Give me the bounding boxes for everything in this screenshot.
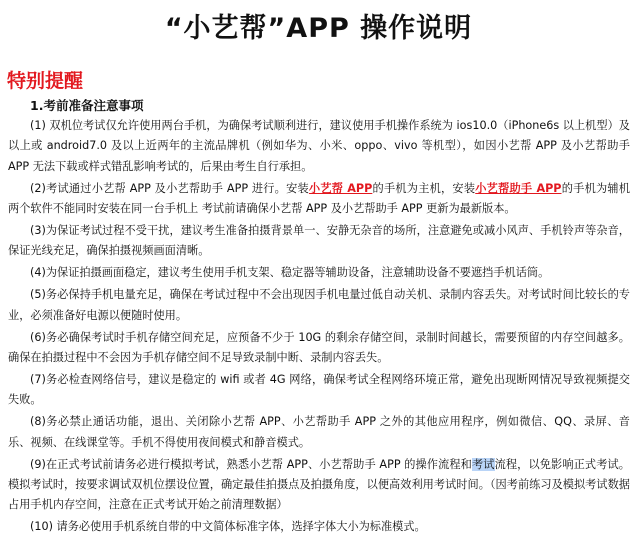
notice-item-6: (6)务必确保考试时手机存储空间充足，应预备不少于 10G 的剩余存储空间，录制时间越长，需要预留的内存空间越多。确保在拍摄过程中不会因为手机存储空间不足导致录制中断、录制内容丢失。 bbox=[8, 330, 630, 364]
notice-item-10: (10) 请务必使用手机系统自带的中文简体标准字体，选择字体大小为标准模式。 bbox=[30, 520, 426, 534]
text-selection[interactable]: 考试 bbox=[471, 457, 495, 471]
notice-item-4: (4)为保证拍摄画面稳定，建议考生使用手机支架、稳定器等辅助设备，注意辅助设备不要遮挡手机话筒。 bbox=[30, 266, 550, 280]
highlight-assistant-app: 小艺帮助手 APP bbox=[475, 181, 562, 195]
notice-item-1: (1) 双机位考试仅允许使用两台手机，为确保考试顺利进行，建议使用手机操作系统为 ios10.0（iPhone6s 以上机型）及以上或 android7.0 及以上近两年的主流品牌机（例如华为、小米、oppo、vivo 等机型），如因小艺帮 APP 及小艺帮助手 APP 无法下载或样式错乱影响考试的，后果由考生自行承担。 bbox=[8, 119, 630, 173]
notice-item-9-text-a: (9)在正式考试前请务必进行模拟考试，熟悉小艺帮 APP、小艺帮助手 APP 的操作流程和 bbox=[30, 457, 472, 471]
section-heading: 特别提醒 bbox=[7, 70, 84, 92]
notice-item-3: (3)为保证考试过程不受干扰，建议考生准备拍摄背景单一、安静无杂音的场所，注意避免或减小风声、手机铃声等杂音，保证光线充足，确保拍摄视频画面清晰。 bbox=[8, 224, 630, 258]
notice-item-2-text-a: (2)考试通过小艺帮 APP 及小艺帮助手 APP 进行。安装 bbox=[30, 181, 309, 195]
notice-item-2-text-b: 的手机为主机，安装 bbox=[372, 181, 476, 195]
notice-item-2-text-c: 的手机为辅机 两个软件不能同时安装在同一台手机上 考试前请确保小艺帮 APP 及小艺帮助手 APP 更新为最新版本。 bbox=[8, 181, 630, 216]
notice-item-7: (7)务必检查网络信号，建议是稳定的 wifi 或者 4G 网络，确保考试全程网络环境正常，避免出现断网情况导致视频提交失败。 bbox=[8, 372, 630, 407]
notice-item-2 bbox=[8, 179, 630, 220]
notice-item-5: (5)务必保持手机电量充足，确保在考试过程中不会出现因手机电量过低自动关机、录制内容丢失。对考试时间比较长的专业，必须准备好电源以便随时使用。 bbox=[8, 288, 630, 322]
subheading: 1.考前准备注意事项 bbox=[30, 98, 144, 113]
document-title: “小艺帮”APP 操作说明 bbox=[164, 13, 473, 44]
highlight-main-app: 小艺帮 APP bbox=[308, 181, 373, 195]
notice-item-9 bbox=[8, 455, 630, 516]
notice-item-9-text-b: 流程，以免影响正式考试。模拟考试时，按要求调试双机位摆设位置，确定最佳拍摄点及拍摄角度，以便高效利用考试时间。（因考前练习及模拟考试数据占用手机内存空间，注意在正式考试开始之前清理数据） bbox=[8, 457, 630, 512]
notice-item-8: (8)务必禁止通话功能，退出、关闭除小艺帮 APP、小艺帮助手 APP 之外的其他应用程序，例如微信、QQ、录屏、音乐、视频、在线课堂等。手机不得使用夜间模式和静音模式。 bbox=[8, 415, 630, 449]
notice-list bbox=[8, 116, 630, 539]
